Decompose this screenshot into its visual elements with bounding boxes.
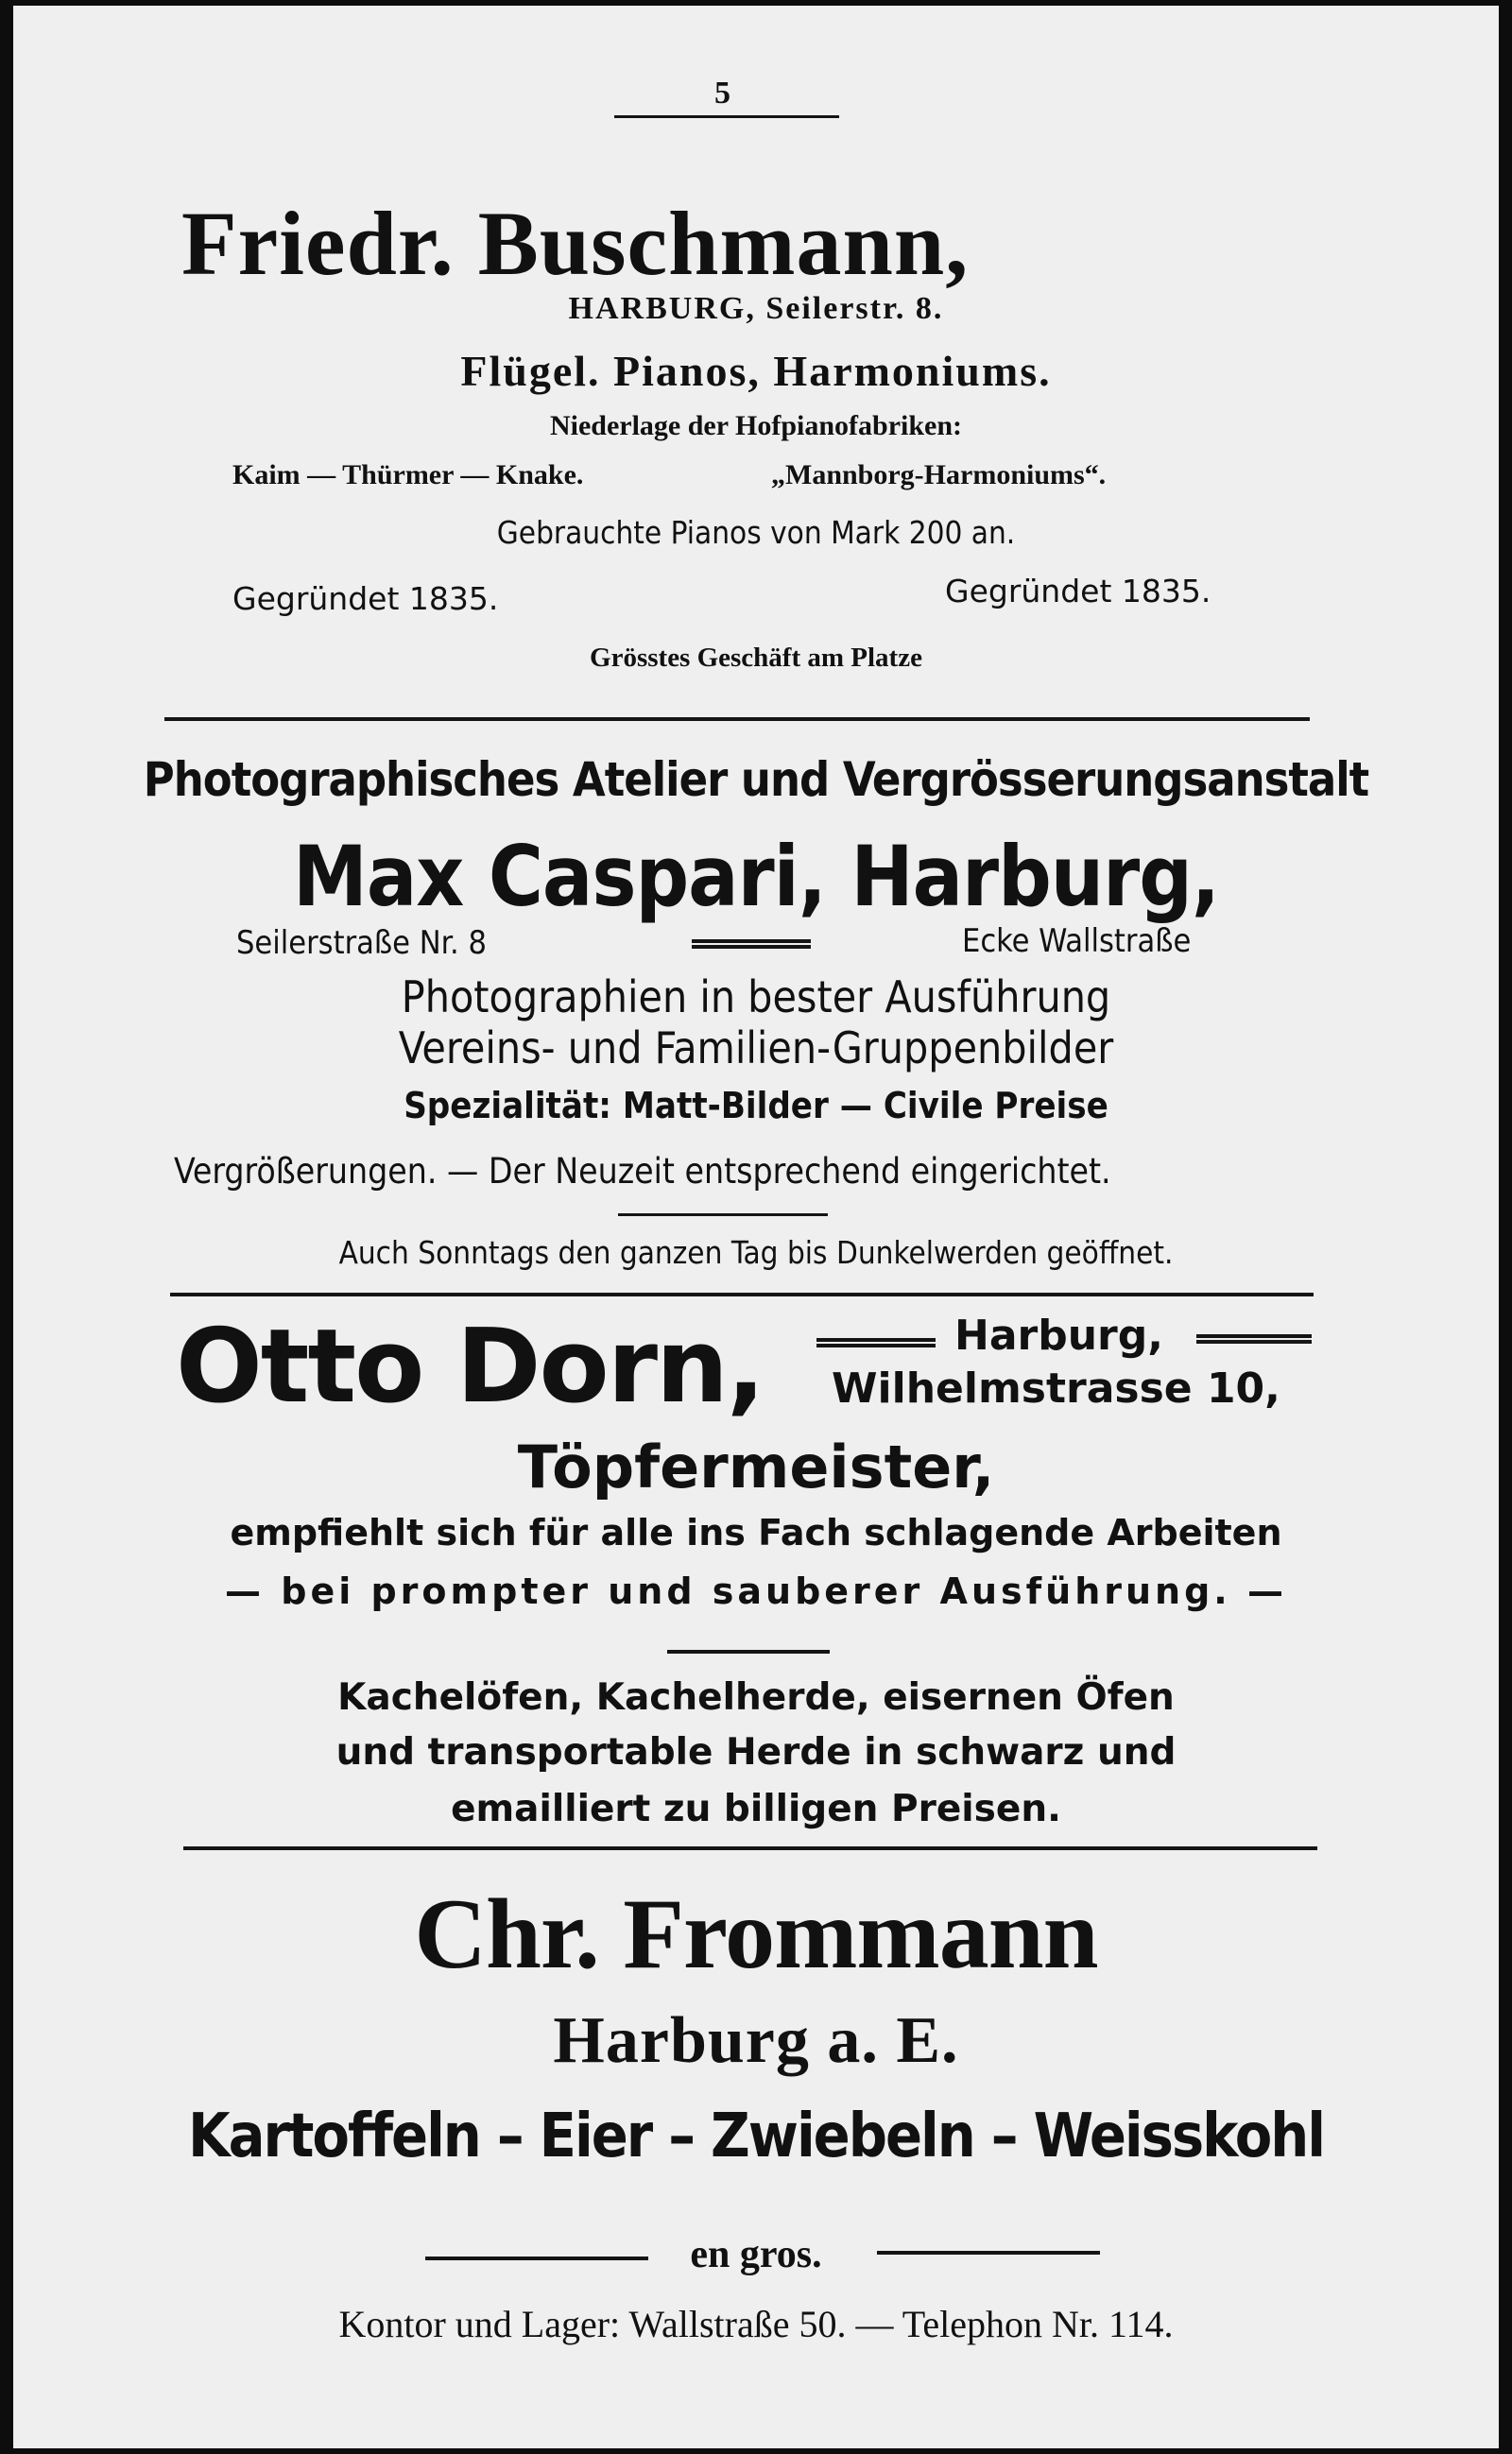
page-number-rule: [614, 115, 839, 118]
dorn-rule-left: [816, 1338, 936, 1347]
caspari-line-2: Vereins- und Familien-Gruppenbilder: [398, 1022, 1114, 1073]
buschmann-products: Flügel. Pianos, Harmoniums.: [460, 347, 1052, 395]
separator-3: [183, 1846, 1317, 1850]
caspari-street: Seilerstraße Nr. 8: [236, 924, 487, 962]
buschmann-founded-right: Gegründet 1835.: [945, 573, 1211, 609]
caspari-enlargements: Vergrößerungen. — Der Neuzeit entsprechend eingerichtet.: [174, 1151, 1111, 1192]
buschmann-depot: Niederlage der Hofpianofabriken:: [549, 410, 963, 441]
dorn-city: Harburg,: [954, 1312, 1163, 1360]
dorn-goods-1: Kachelöfen, Kachelherde, eisernen Öfen: [337, 1676, 1175, 1719]
frommann-wholesale: en gros.: [690, 2233, 822, 2276]
buschmann-used-pianos: Gebrauchte Pianos von Mark 200 an.: [496, 514, 1016, 551]
caspari-specialty: Spezialität: Matt-Bilder — Civile Preise: [404, 1085, 1108, 1126]
caspari-double-rule: [692, 939, 811, 949]
dorn-street: Wilhelmstrasse 10,: [832, 1364, 1280, 1413]
frommann-contact: Kontor und Lager: Wallstraße 50. — Telephon Nr. 114.: [338, 2303, 1174, 2345]
separator-1: [164, 717, 1310, 721]
frommann-name: Chr. Frommann: [414, 1879, 1098, 1989]
buschmann-largest: Grösstes Geschäft am Platze: [590, 643, 922, 673]
dorn-goods-2: und transportable Herde in schwarz und: [335, 1731, 1177, 1774]
frommann-rule-right: [877, 2251, 1100, 2255]
dorn-short-rule: [667, 1650, 830, 1654]
caspari-name: Max Caspari, Harburg,: [293, 828, 1219, 925]
caspari-sunday: Auch Sonntags den ganzen Tag bis Dunkelwerden geöffnet.: [338, 1234, 1174, 1271]
frommann-goods: Kartoffeln – Eier – Zwiebeln – Weisskohl: [187, 2102, 1325, 2171]
caspari-headline: Photographisches Atelier und Vergrösserungsanstalt: [143, 752, 1369, 807]
buschmann-brands-right: „Mannborg-Harmoniums“.: [771, 459, 1107, 490]
separator-2: [170, 1293, 1314, 1296]
caspari-short-rule: [618, 1213, 828, 1216]
dorn-rule-right: [1196, 1334, 1312, 1344]
buschmann-founded-left: Gegründet 1835.: [232, 580, 499, 617]
dorn-line-2: — bei prompter und sauberer Ausführung. —: [225, 1570, 1287, 1612]
dorn-goods-3: emailliert zu billigen Preisen.: [451, 1788, 1061, 1830]
page-number: 5: [714, 76, 730, 111]
document-page: [13, 6, 1499, 2448]
dorn-trade: Töpfermeister,: [517, 1433, 995, 1502]
buschmann-address: HARBURG, Seilerstr. 8.: [568, 291, 944, 326]
buschmann-brands-left: Kaim — Thürmer — Knake.: [232, 459, 584, 490]
frommann-city: Harburg a. E.: [553, 2004, 959, 2077]
dorn-name: Otto Dorn,: [176, 1308, 764, 1426]
buschmann-name: Friedr. Buschmann,: [181, 193, 970, 294]
caspari-line-1: Photographien in bester Ausführung: [401, 971, 1111, 1022]
dorn-line-1: empfiehlt sich für alle ins Fach schlagende Arbeiten: [230, 1512, 1282, 1553]
caspari-corner: Ecke Wallstraße: [962, 922, 1192, 960]
